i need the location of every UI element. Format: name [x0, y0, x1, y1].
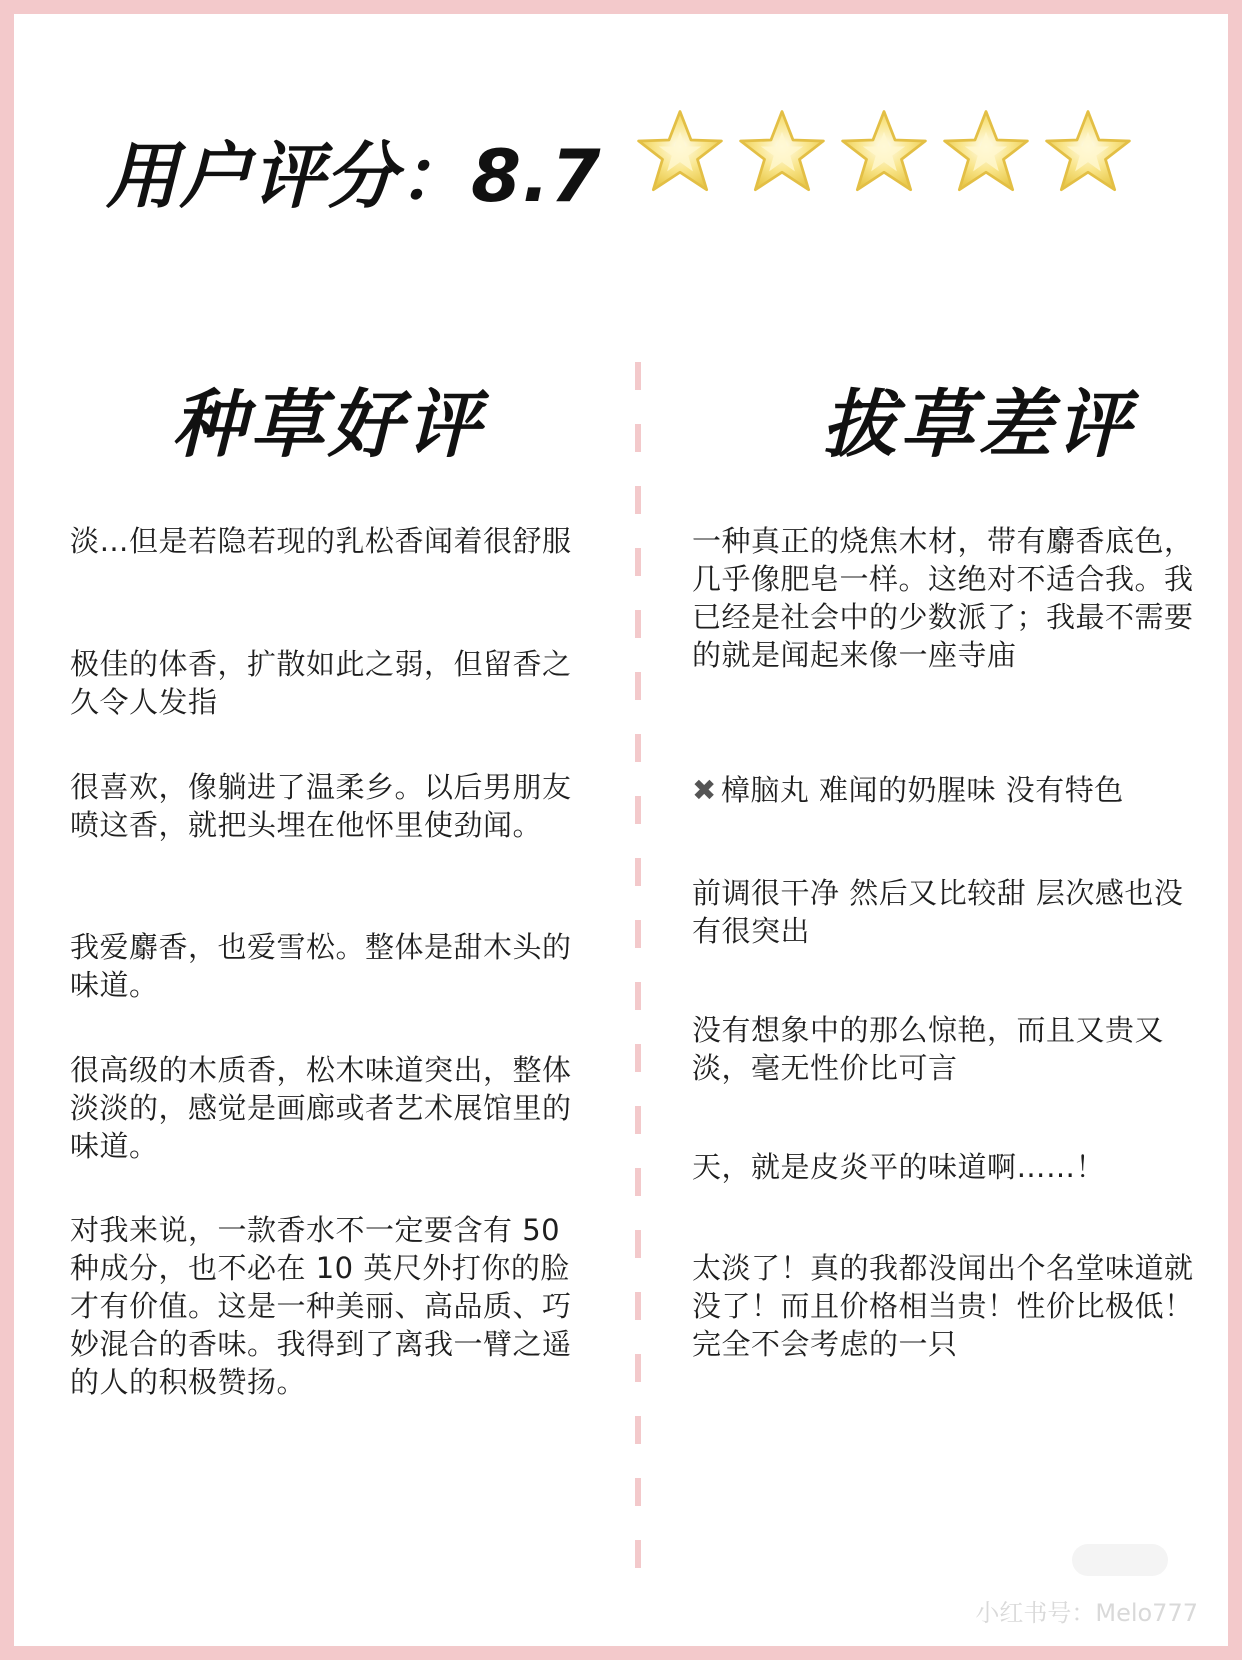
column-divider — [635, 362, 641, 1602]
review-item: 天，就是皮炎平的味道啊……！ — [692, 1150, 1106, 1184]
review-item: 极佳的体香，扩散如此之弱，但留香之久令人发指 — [70, 647, 572, 719]
review-item — [692, 771, 1197, 809]
positive-heading: 种草好评 — [172, 382, 484, 468]
review-card — [14, 14, 1228, 1646]
star-icon — [634, 106, 726, 198]
watermark: 小红书号：Melo777 — [975, 1599, 1198, 1627]
rating-title: 用户评分：8.7 — [106, 134, 602, 218]
review-item: 很高级的木质香，松木味道突出，整体淡淡的，感觉是画廊或者艺术展馆里的味道。 — [70, 1053, 572, 1163]
cross-icon: ✖ — [692, 773, 717, 807]
negative-heading: 拔草差评 — [822, 382, 1134, 468]
star-icon — [1042, 106, 1134, 198]
star-icon — [736, 106, 828, 198]
star-icon — [838, 106, 930, 198]
review-item: 太淡了！真的我都没闻出个名堂味道就没了！而且价格相当贵！性价比极低！完全不会考虑的一只 — [692, 1251, 1194, 1361]
review-item: 很喜欢，像躺进了温柔乡。以后男朋友喷这香，就把头埋在他怀里使劲闻。 — [70, 770, 572, 842]
review-item: 前调很干净 然后又比较甜 层次感也没有很突出 — [692, 876, 1184, 948]
review-item: 没有想象中的那么惊艳，而且又贵又淡，毫无性价比可言 — [692, 1013, 1165, 1085]
star-icon — [940, 106, 1032, 198]
watermark-logo — [1072, 1544, 1168, 1576]
review-item: 淡…但是若隐若现的乳松香闻着很舒服 — [70, 524, 572, 558]
review-item: 一种真正的烧焦木材，带有麝香底色，几乎像肥皂一样。这绝对不适合我。我已经是社会中的少数派了；我最不需要的就是闻起来像一座寺庙 — [692, 524, 1194, 672]
review-item: 对我来说，一款香水不一定要含有 50 种成分，也不必在 10 英尺外打你的脸才有价值。这是一种美丽、高品质、巧妙混合的香味。我得到了离我一臂之遥的人的积极赞扬。 — [70, 1213, 572, 1399]
review-text: 樟脑丸 难闻的奶腥味 没有特色 — [720, 773, 1124, 807]
star-rating — [634, 106, 1134, 198]
review-item: 我爱麝香，也爱雪松。整体是甜木头的味道。 — [70, 930, 572, 1002]
